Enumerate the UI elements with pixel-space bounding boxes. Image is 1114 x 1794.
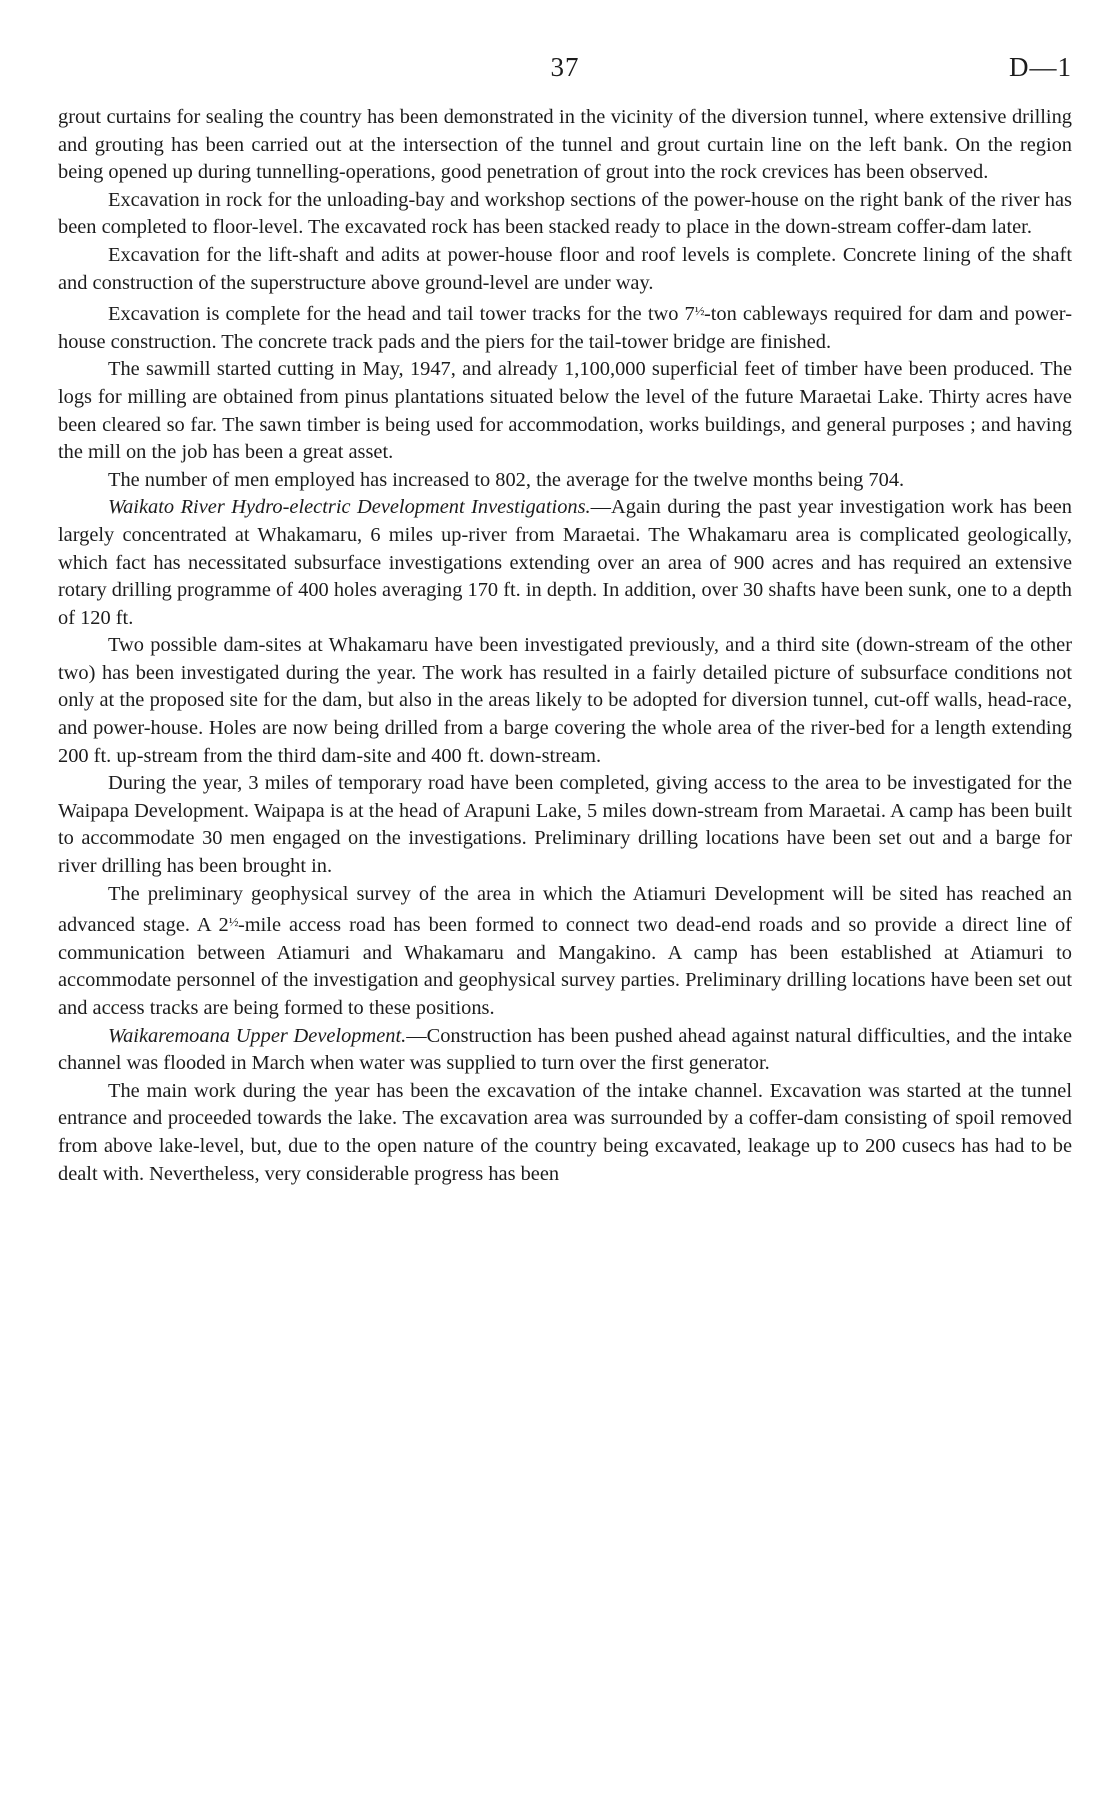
fraction: ½ — [694, 303, 704, 319]
paragraph-text: —Construction has been pushed ahead against natural difficulties, and the intake channel was flooded in March when water was supplied to turn over the first generator. — [58, 1024, 1072, 1075]
paragraph-text: The sawmill started cutting in May, 1947, and already 1,100,000 superficial feet of timber have been produced. The logs for milling are obtained from pinus plantations situated below the level of the future Maraetai Lake. Thirty acres have been cleared so far. The sawn timber is being used for accommodation, works buildings, and general purposes ; and having the mill on the job has been a great asset. — [58, 358, 1072, 464]
paragraph-men-employed — [58, 467, 1072, 495]
paragraph-power-house-excavation — [58, 187, 1072, 242]
paragraph-text: Two possible dam-sites at Whakamaru have been investigated previously, and a third site (down-stream of the other two) has been investigated during the year. The work has resulted in a fairly detailed picture of subsurface conditions not only at the proposed site for the dam, but also in the areas likely to be adopted for diversion tunnel, cut-off walls, head-race, and power-house. Holes are now being drilled from a barge covering the whole area of the river-bed for a length extending 200 ft. up-stream from the third dam-site and 400 ft. down-stream. — [58, 634, 1072, 767]
paragraph-waipapa — [58, 770, 1072, 880]
fraction: ½ — [228, 914, 238, 930]
page-number: 37 — [550, 52, 580, 82]
page-header — [58, 0, 1072, 104]
paragraph-text: grout curtains for sealing the country has been demonstrated in the vicinity of the diversion tunnel, where extensive drilling and grouting has been carried out at the intersection of the tunnel and grout curtain line on the left bank. On the region being opened up during tunnelling-operations, good penetration of grout into the rock crevices has been observed. — [58, 106, 1072, 184]
paragraph-text: The preliminary geophysical survey of the area in which the Atiamuri Development will be sited has reached an advanced stage. A 2 — [58, 882, 1072, 937]
paragraph-text: The main work during the year has been the excavation of the intake channel. Excavation was started at the tunnel entrance and proceeded towards the lake. The excavation area was surrounded by a coffer-dam consisting of spoil removed from above lake-level, but, due to the open nature of the country being excavated, leakage up to 200 cusecs has had to be dealt with. Nevertheless, very considerable progress has been — [58, 1079, 1072, 1185]
report-code: D—1 — [1009, 52, 1072, 82]
paragraph-text: The number of men employed has increased to 802, the average for the twelve months being 704. — [108, 468, 905, 491]
paragraph-text: Excavation is complete for the head and tail tower tracks for the two 7 — [108, 303, 695, 326]
paragraph-sawmill — [58, 356, 1072, 466]
paragraph-text: Excavation for the lift-shaft and adits at power-house floor and roof levels is complete. Concrete lining of the shaft and construction of the superstructure above ground-level are under way. — [58, 243, 1072, 294]
paragraph-dam-sites — [58, 632, 1072, 770]
body-text — [58, 104, 1072, 1188]
section-title: Waikato River Hydro-electric Development Investigations. — [108, 496, 591, 519]
paragraph-atiamuri — [58, 881, 1072, 1023]
paragraph-text: -mile access road has been formed to connect two dead-end roads and so provide a direct line of communication between Atiamuri and Whakamaru and Mangakino. A camp has been established at Atiamuri to accommodate personnel of the investigation and geophysical survey parties. Preliminary drilling locations have been set out and access tracks are being formed to these positions. — [58, 914, 1072, 1019]
paragraph-lift-shaft — [58, 242, 1072, 297]
paragraph-text: -ton cableways required for dam and power-house construction. The concrete track pads and the piers for the tail-tower bridge are finished. — [58, 303, 1072, 353]
paragraph-waikato-investigations — [58, 494, 1072, 632]
paragraph-waikaremoana-upper — [58, 1023, 1072, 1078]
section-title: Waikaremoana Upper Development. — [108, 1024, 407, 1047]
document-page — [58, 0, 1072, 1794]
paragraph-text: Excavation in rock for the unloading-bay and workshop sections of the power-house on the right bank of the river has been completed to floor-level. The excavated rock has been stacked ready to place in the down-stream coffer-dam later. — [58, 188, 1072, 239]
paragraph-text: —Again during the past year investigation work has been largely concentrated at Whakamaru, 6 miles up-river from Maraetai. The Whakamaru area is complicated geologically, which fact has necessitated subsurface investigations extending over an area of 900 acres and has required an extensive rotary drilling programme of 400 holes averaging 170 ft. in depth. In addition, over 30 shafts have been sunk, one to a depth of 120 ft. — [58, 496, 1072, 629]
paragraph-intake-channel — [58, 1078, 1072, 1188]
paragraph-grout-curtains — [58, 104, 1072, 187]
paragraph-cableways — [58, 297, 1072, 356]
paragraph-text: During the year, 3 miles of temporary road have been completed, giving access to the area to be investigated for the Waipapa Development. Waipapa is at the head of Arapuni Lake, 5 miles down-stream from Maraetai. A camp has been built to accommodate 30 men engaged on the investigations. Preliminary drilling locations have been set out and a barge for river drilling has been brought in. — [58, 772, 1072, 878]
